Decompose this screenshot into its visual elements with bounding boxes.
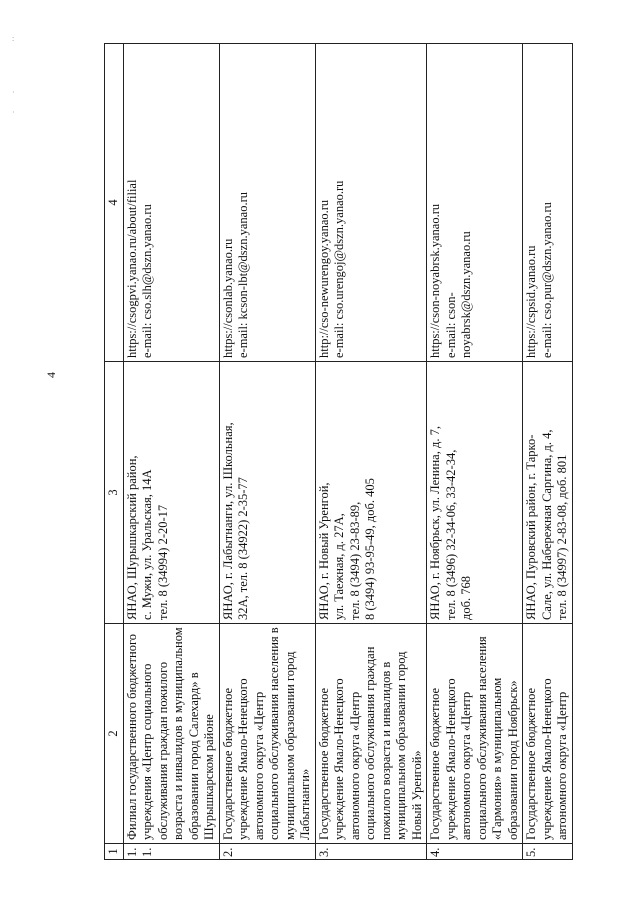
institution-name-line: образовании город Ноябрьск» [505, 680, 520, 840]
contacts-line[interactable]: http://cso-newurengoy.yanao.ru [316, 199, 331, 358]
table-row [219, 44, 315, 860]
address-line: тел. 8 (3494) 23-83-89, [347, 501, 362, 620]
institution-name-line: автономного округа «Центр [347, 691, 362, 840]
institution-name-line: возраста и инвалидов в муниципальном [171, 627, 185, 840]
address-line: ЯНАО, г. Новый Уренгой, [316, 482, 331, 620]
institution-name-line: муниципальном образовании город [394, 651, 408, 840]
address-cell [315, 362, 427, 624]
address-cell [427, 362, 523, 624]
institution-name-line: «Гармония» в муниципальном [490, 677, 504, 840]
contacts-line[interactable]: e-mail: cso.pur@dszn.yanao.ru [539, 202, 554, 358]
institution-name-line: социального обслуживания населения [474, 636, 489, 840]
header-cell: 2 [105, 624, 124, 844]
institution-name-line: автономного округа «Центр [555, 691, 569, 840]
row-number-cell: 4. [427, 844, 523, 860]
institution-name-cell [427, 624, 523, 844]
address-line: доб. 768 [459, 576, 473, 620]
institutions-table [104, 43, 573, 860]
institution-name-line: Лабытнанги» [298, 768, 312, 840]
institution-name-line: пожилого возраста и инвалидов в [378, 661, 393, 840]
institution-name-cell [219, 624, 315, 844]
address-cell [523, 362, 573, 624]
contacts-line[interactable]: https://cson-noyabrsk.yanao.ru [428, 203, 442, 358]
institution-name-line: социального обслуживания граждан [363, 646, 377, 840]
scan-mark: : [12, 34, 15, 43]
contacts-cell [219, 44, 315, 362]
scan-mark: · [12, 88, 15, 97]
table-header-row [105, 44, 124, 860]
contacts-cell [315, 44, 427, 362]
address-line: тел. 8 (34997) 2-83-08, доб. 801 [555, 454, 569, 620]
institution-name-line: учреждение Ямало-Ненецкого [443, 678, 458, 840]
contacts-cell [427, 44, 523, 362]
address-line: ЯНАО, г. Ноябрьск, ул. Ленина, д. 7, [428, 426, 442, 620]
contacts-line[interactable]: e-mail: cso.slh@dszn.yanao.ru [140, 204, 154, 358]
table-row [123, 44, 219, 860]
institution-name-line: Государственное бюджетное [524, 687, 538, 840]
institution-name-line: социального обслуживания населения в [267, 627, 281, 840]
contacts-line[interactable]: noyabrsk@dszn.yanao.ru [459, 231, 473, 358]
scan-mark: · [12, 108, 15, 117]
institution-name-line: автономного округа «Центр [251, 691, 266, 840]
contacts-cell [523, 44, 573, 362]
contacts-line[interactable]: https://csogpvi.yanao.ru/about/filial [124, 179, 139, 358]
institution-name-line: Новый Уренгой» [409, 750, 424, 840]
institution-name-line: образовании город Салехард» в [186, 672, 201, 840]
address-line: ЯНАО, Пуровский район, г. Тарко- [524, 434, 538, 620]
address-cell [219, 362, 315, 624]
header-cell: 1 [105, 844, 124, 860]
row-number-cell: 1.1. [123, 844, 219, 860]
address-line: 8 (3494) 93-95-49, доб. 405 [363, 478, 377, 620]
address-line: ЯНАО, Шурышкарский район, [124, 455, 139, 620]
institution-name-cell [123, 624, 219, 844]
address-cell [123, 362, 219, 624]
institution-name-line: муниципальном образовании город [282, 651, 297, 840]
institution-name-line: учреждения «Центр социального [140, 663, 154, 840]
institution-name-cell [315, 624, 427, 844]
institution-name-line: автономного округа «Центр [459, 691, 473, 840]
header-cell: 3 [105, 362, 124, 624]
institution-name-cell [523, 624, 573, 844]
address-line: тел. 8 (34994) 2-20-17 [155, 504, 170, 620]
institution-name-line: учреждение Ямало-Ненецкого [539, 678, 554, 840]
page-number: 4 [44, 372, 58, 378]
address-line: 32А, тел. 8 (34922) 2-35-77 [236, 477, 250, 620]
table-row [315, 44, 427, 860]
row-number-cell: 3. [315, 844, 427, 860]
institution-name-line: обслуживания граждан пожилого [155, 661, 170, 840]
contacts-cell [123, 44, 219, 362]
row-number-cell: 2. [219, 844, 315, 860]
institution-name-line: учреждение Ямало-Ненецкого [332, 678, 346, 840]
contacts-line[interactable]: e-mail: cson- [443, 292, 458, 358]
institution-name-line: Шурышкарском районе [202, 714, 216, 840]
address-line: ул. Таежная, д. 27А, [332, 513, 346, 620]
contacts-line[interactable]: e-mail: kcson-lbt@dszn.yanao.ru [236, 192, 250, 358]
institution-name-line: Государственное бюджетное [428, 687, 442, 840]
table-row [427, 44, 523, 860]
header-cell: 4 [105, 44, 124, 362]
rotated-table-container [104, 44, 584, 860]
row-number-cell: 5. [523, 844, 573, 860]
address-line: Сале, ул. Набережная Саргина, д. 4, [539, 429, 554, 620]
institution-name-line: учреждение Ямало-Ненецкого [236, 678, 250, 840]
contacts-line[interactable]: https://csonlab.yanao.ru [220, 238, 235, 358]
table-row [523, 44, 573, 860]
address-line: ЯНАО, г. Лабытнанги, ул. Школьная, [220, 422, 235, 620]
address-line: с. Мужи, ул. Уральская, 14А [140, 469, 154, 620]
institution-name-line: Государственное бюджетное [316, 687, 331, 840]
address-line: тел. 8 (3496) 32-34-06, 33-42-34, [443, 449, 458, 620]
contacts-line[interactable]: e-mail: cso.urengoj@dszn.yanao.ru [332, 180, 346, 358]
institution-name-line: Филиал государственного бюджетного [124, 633, 139, 840]
institution-name-line: Государственное бюджетное [220, 687, 235, 840]
contacts-line[interactable]: https://cspsid.yanao.ru [524, 245, 538, 358]
